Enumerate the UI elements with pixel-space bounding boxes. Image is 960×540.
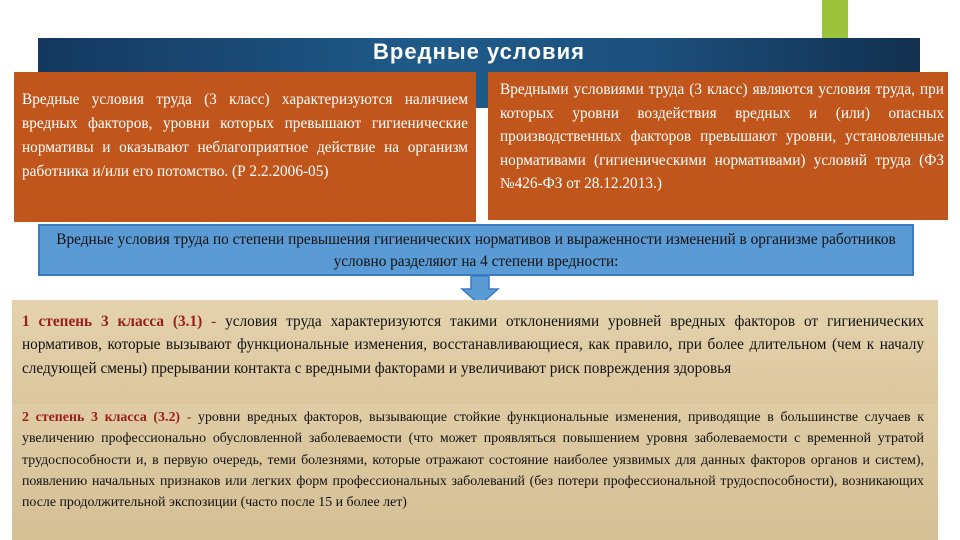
degree-1-block: [12, 300, 938, 408]
degree-2-label: 2 степень 3 класса (3.2): [22, 410, 181, 425]
summary-text: Вредные условия труда по степени превышения гигиенических нормативов и выраженности изменений в организме работников условно разделяют на 4 степени вредности:: [56, 231, 896, 270]
degree-1-text: условия труда характеризуются такими отклонениями уровней вредных факторов от гигиенических нормативов, которые вызывают функциональные изменения, восстанавливающиеся, как правило, при более длительном (чем к началу следующей смены) прерывании контакта с вредными факторами и увеличивают риск повреждения здоровья: [22, 313, 924, 377]
definition-right-text: Вредными условиями труда (3 класс) являются условия труда, при которых уровни воздействия вредных и (или) опасных производственных факторов превышают уровни, установленные нормативами (гигиеническими нормативами) условий труда (ФЗ №426-ФЗ от 28.12.2013.): [500, 81, 944, 192]
degree-1-label: 1 степень 3 класса (3.1): [22, 313, 203, 330]
definition-left-text: Вредные условия труда (3 класс) характеризуются наличием вредных факторов, уровни которых превышают гигиенические нормативы и оказывают неблагоприятное действие на организм работника и/или его потомство. (Р 2.2.2006-05): [22, 91, 468, 180]
definition-box-right: [488, 72, 948, 220]
degree-1-dash: -: [202, 313, 226, 330]
degree-2-block: [12, 404, 938, 540]
definition-box-left: [14, 72, 476, 222]
summary-box: [38, 224, 914, 276]
degree-2-text: уровни вредных факторов, вызывающие стойкие функциональные изменения, приводящие в большинстве случаев к увеличению профессионально обусловленной заболеваемости (что может проявляться повышением уровня заболеваемости с временной утратой трудоспособности и, в первую очередь, теми болезнями, которые отражают состояние наиболее уязвимых для данных факторов органов и систем), появлению начальных признаков или легких форм профессиональных заболеваний (без потери профессиональной трудоспособности), возникающих после продолжительной экспозиции (часто после 15 и более лет): [22, 410, 924, 511]
page-title: Вредные условия: [373, 39, 585, 64]
divider: [476, 178, 488, 222]
degree-2-dash: -: [180, 410, 199, 425]
